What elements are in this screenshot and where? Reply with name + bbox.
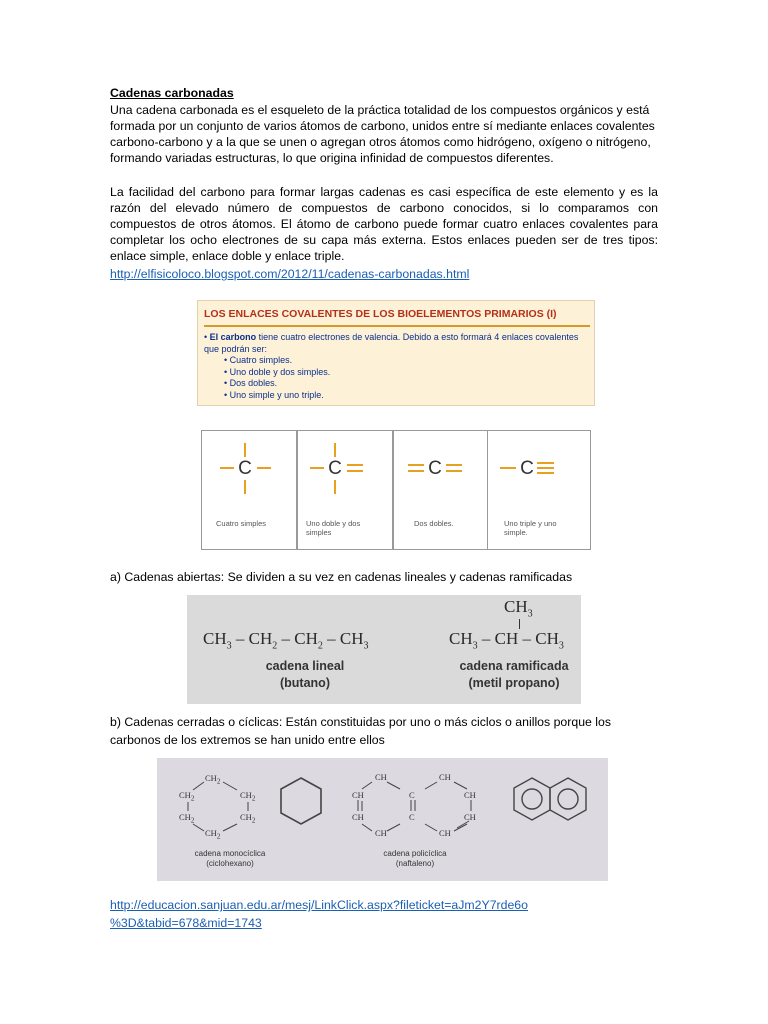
open-chains-figure [187, 595, 581, 704]
linear-label: cadena lineal (butano) [265, 659, 345, 690]
carbon-symbol: C [238, 458, 252, 479]
bond-panel-triple-single [487, 430, 591, 550]
branched-top: $CH_3$ [504, 597, 533, 620]
polycyclic-label: cadena policíclica (naftaleno) [383, 849, 447, 868]
list-item: • Dos dobles. [224, 378, 278, 388]
box-intro-rest: tiene cuatro electrones de valencia. Debido a esto formará 4 enlaces covalentes que podrán ser: [204, 332, 579, 354]
bond-panel-label: Cuatro simples [216, 519, 267, 528]
list-item: • Uno doble y dos simples. [224, 366, 331, 377]
source-link-1[interactable]: http://elfisicoloco.blogspot.com/2012/11/cadenas-carbonadas.html [110, 267, 470, 281]
covalent-bonds-box [197, 300, 595, 406]
branch-bond [519, 619, 520, 629]
bond-panel-label: Dos dobles. [414, 519, 454, 528]
bond-panel-two-double [393, 430, 489, 550]
carbon-symbol: C [428, 458, 442, 479]
source-link-2-line2[interactable]: %3D&tabid=678&mid=1743 [110, 916, 262, 930]
bond-panel-label: Uno doble y dos simples [306, 519, 361, 537]
box-intro-bold: El carbono [209, 332, 257, 342]
closed-chains-figure: $CH_2$ $CH_2$ $CH_2$ $CH_2$ $CH_2$ $CH_2$ CH CH CH C CH CH C CH CH CH cadena monocíclica (ciclohexano) cadena policíclica (naftaleno) [157, 758, 608, 881]
bond-panel-double-two-single [297, 430, 393, 550]
list-item: • Cuatro simples. [224, 355, 293, 365]
branched-label: cadena ramificada (metil propano) [459, 659, 569, 690]
section-b-heading: b) Cadenas cerradas o cíclicas: Están constituidas por uno o más ciclos o anillos porque los carbonos de los extremos se han unido entre ellos [110, 715, 612, 747]
monocyclic-label: cadena monocíclica (ciclohexano) [194, 849, 266, 868]
four-single-bonds-diagram [202, 431, 298, 521]
branched-formula: $CH_3$ – CH – $CH_3$ [449, 629, 564, 652]
double-two-single-diagram [298, 431, 394, 521]
box-body: • El carbono tiene cuatro electrones de valencia. Debido a esto formará 4 enlaces covalentes que podrán ser: • Cuatro simples. • Uno doble y dos simples. • Dos dobles. • Uno simple y uno triple. [204, 332, 590, 401]
two-double-bonds-diagram [394, 431, 490, 521]
paragraph-bonds: La facilidad del carbono para formar largas cadenas es casi específica de este elemento y es la razón del elevado número de compuestos de carbono conocidos, si lo comparamos con compuestos de otros átomos. El átomo de carbono puede formar cuatro enlaces covalentes para completar los ocho electrones de su capa más externa. Estos enlaces pueden ser de tres tipos: enlace simple, enlace doble y enlace triple. [110, 185, 658, 263]
carbon-symbol: C [328, 458, 342, 479]
page-heading: Cadenas carbonadas [110, 86, 234, 100]
bond-types-list [204, 355, 590, 401]
section-a-heading: a) Cadenas abiertas: Se dividen a su vez en cadenas lineales y cadenas ramificadas [110, 570, 573, 584]
paragraph-intro: Una cadena carbonada es el esqueleto de la práctica totalidad de los compuestos orgánicos y está formada por un conjunto de varios átomos de carbono, unidos entre sí mediante enlaces covalentes carbono-carbono y a la que se unen o agregan otros átomos como hidrógeno, oxígeno o nitrógeno, formando variadas estructuras, lo que origina infinidad de compuestos diferentes. [110, 103, 655, 165]
triple-single-diagram [488, 431, 592, 521]
carbon-symbol: C [520, 458, 534, 479]
linear-formula: $CH_3 - CH_2 - CH_2 - CH_3$ [203, 629, 369, 652]
bond-panel-label: Uno triple y uno simple. [504, 519, 557, 537]
bond-panel-four-single [201, 430, 297, 550]
list-item: • Uno simple y uno triple. [224, 389, 324, 400]
box-title: LOS ENLACES COVALENTES DE LOS BIOELEMENTOS PRIMARIOS (I) [204, 308, 557, 320]
box-divider [204, 325, 590, 327]
source-link-2-line1[interactable]: http://educacion.sanjuan.edu.ar/mesj/LinkClick.aspx?fileticket=aJm2Y7rde6o [110, 898, 528, 912]
